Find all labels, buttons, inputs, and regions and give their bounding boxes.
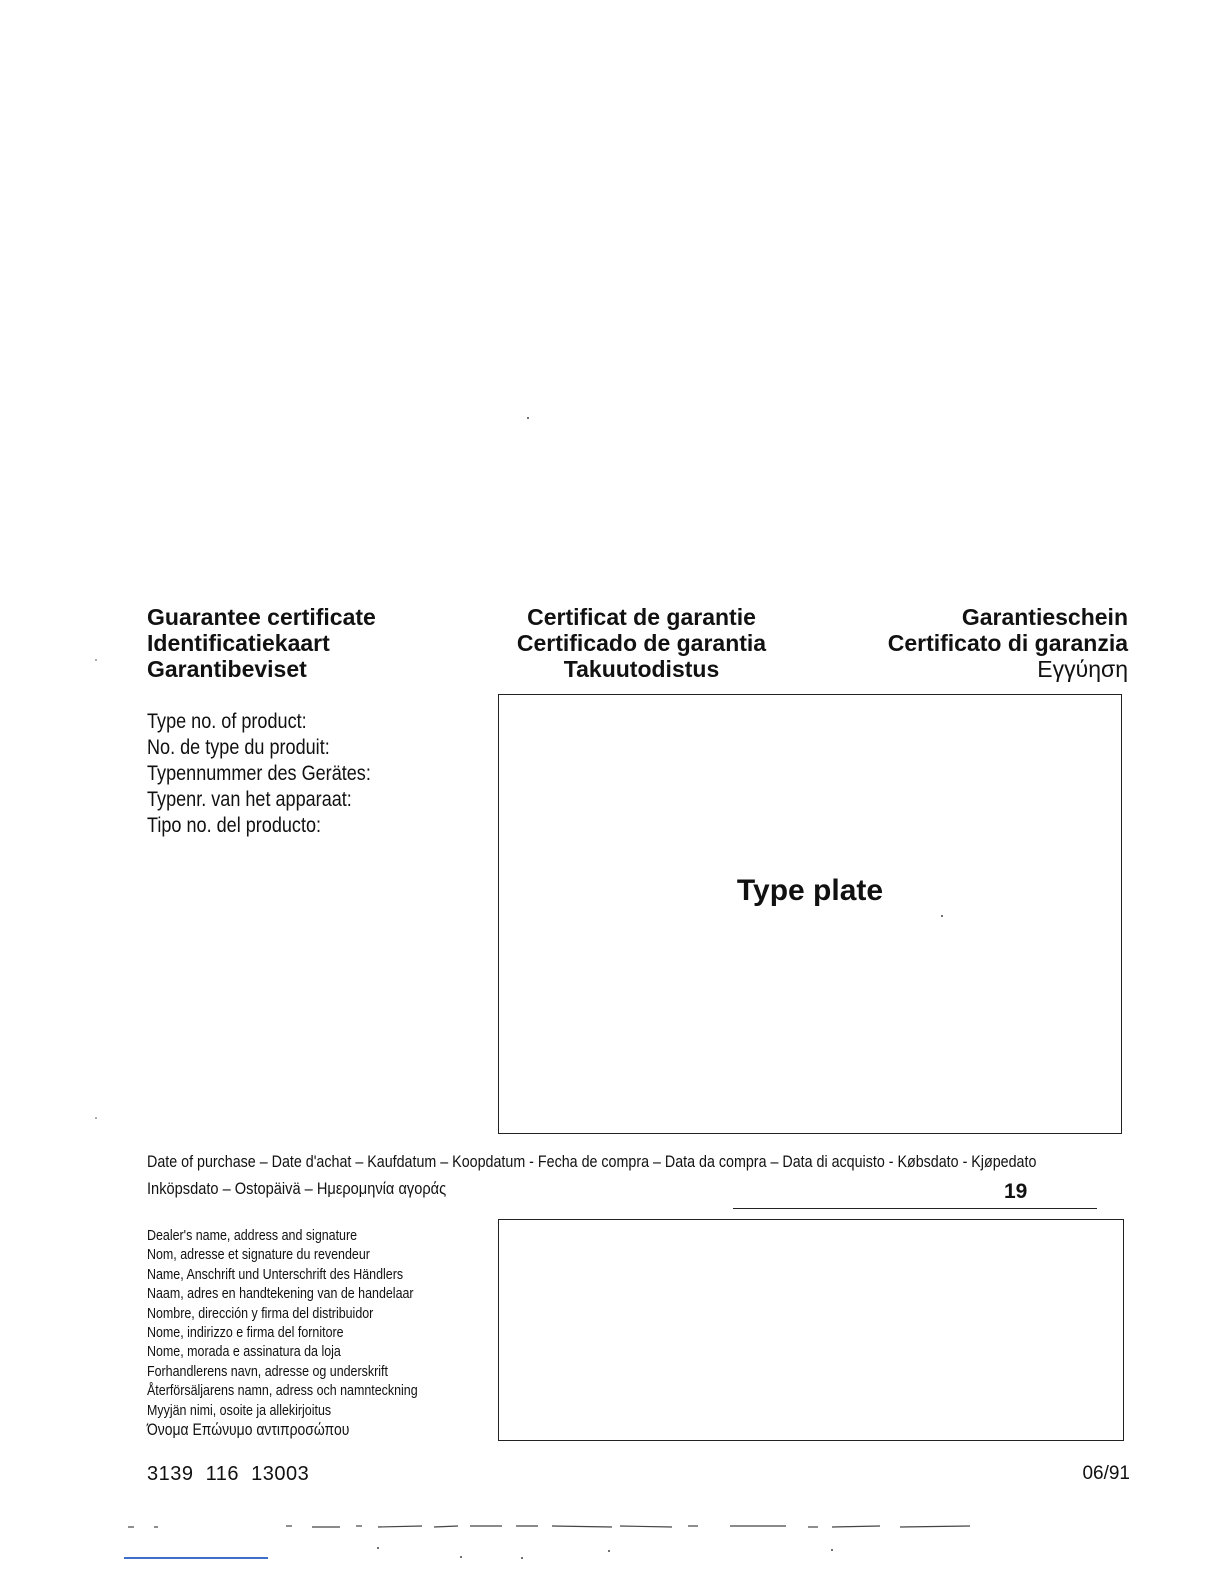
dealer-label: Nom, adresse et signature du revendeur — [147, 1246, 370, 1264]
type-field-label: Tipo no. del producto: — [147, 814, 322, 837]
dealer-label: Myyjän nimi, osoite ja allekirjoitus — [147, 1401, 332, 1419]
type-field-label: Type no. of product: — [147, 710, 307, 733]
heading-italian: Certificato di garanzia — [887, 630, 1128, 656]
link-underline-fragment — [124, 1557, 268, 1559]
type-plate-label: Type plate — [736, 874, 884, 907]
year-prefix: 19 — [1004, 1180, 1028, 1203]
type-field-label: Typenr. van het apparaat: — [147, 788, 352, 811]
dealer-label: Dealer's name, address and signature — [147, 1227, 358, 1244]
dealer-label: Nome, morada e assinatura da loja — [147, 1343, 341, 1361]
heading-spanish: Certificado de garantia — [516, 630, 767, 656]
date-of-purchase-label: Date of purchase – Date d'achat – Kaufdatum – Koopdatum - Fecha de compra – Data da compra – Data di acquisto - Købsdato - Kjøpedato — [147, 1152, 1037, 1171]
type-field-label: No. de type du produit: — [147, 736, 330, 759]
dealer-label: Όνομα Επώνυμο αντιπροσώπου — [147, 1420, 350, 1440]
dealer-label: Nombre, dirección y firma del distribuidor — [147, 1304, 374, 1322]
heading-english: Guarantee certificate — [147, 604, 376, 630]
heading-french: Certificat de garantie — [527, 604, 756, 630]
heading-norwegian: Garantibeviset — [147, 656, 307, 682]
heading-greek: Εγγύηση — [1037, 656, 1128, 682]
dealer-label: Nome, indirizzo e firma del fornitore — [147, 1324, 344, 1342]
date-of-purchase-label-continued: Inköpsdato – Ostopäivä – Ημερομηνία αγοράς — [147, 1179, 447, 1198]
type-field-label: Typennummer des Gerätes: — [147, 762, 371, 785]
dealer-label: Forhandlerens navn, adresse og underskrift — [147, 1362, 388, 1380]
dealer-label: Återförsäljarens namn, adress och namnteckning — [147, 1382, 418, 1400]
dealer-label: Name, Anschrift und Unterschrift des Händlers — [147, 1265, 404, 1283]
document-number: 3139 116 13003 — [147, 1463, 310, 1485]
heading-german: Garantieschein — [961, 604, 1128, 630]
dealer-label: Naam, adres en handtekening van de handelaar — [147, 1285, 414, 1303]
heading-dutch: Identificatiekaart — [147, 630, 330, 656]
heading-finnish: Takuutodistus — [563, 656, 720, 682]
document-date-code: 06/91 — [1082, 1463, 1130, 1484]
